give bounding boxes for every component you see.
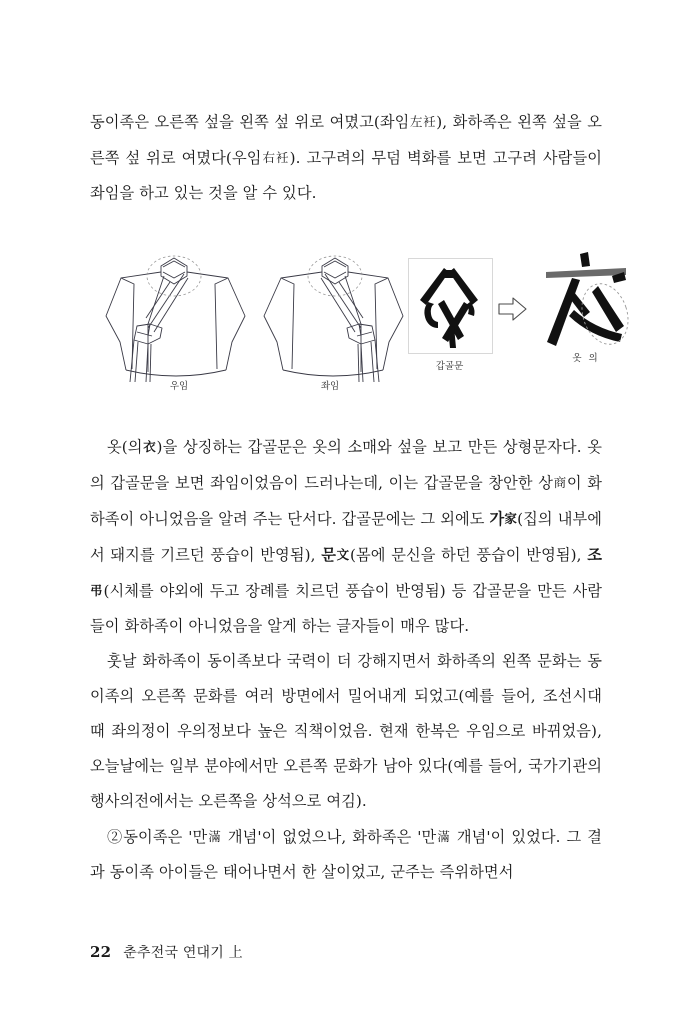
figure-caption-jwaim: 좌임 [320,381,340,392]
oracle-glyph-frame [408,258,493,354]
modern-character-yi [538,250,634,354]
page-number: 22 [90,943,112,961]
paragraph-2 [90,429,602,644]
figure-panel-oracle [408,258,491,372]
p2-bold-mun: 문 [321,546,336,564]
p2-text-e: (몸에 문신을 하던 풍습이 반영됨), [350,546,588,564]
p2-hanja-ui: 衣 [142,439,157,454]
p2-text-d: (집의 내부에서 돼지를 기르던 풍습이 반영됨), [90,510,603,564]
hanbok-uim-drawing [104,254,254,382]
figure-caption-oracle: 갑골문 [435,361,464,372]
p2-text-a: 옷(의 [107,438,143,456]
p1-text-c: ). 고구려의 무덤 벽화를 보면 고구려 사람들이 좌임을 하고 있는 것을 알 수 있다. [90,149,602,202]
right-arrow-icon [498,296,528,322]
p2-bold-ga-hanja: 家 [504,511,518,526]
p2-bold-jo: 조 [587,546,602,564]
p4-text-b: 개념'이 없었으나, 화하족은 '만 [221,828,437,846]
p4-text-a: ②동이족은 '만 [107,828,208,846]
p2-text-f: (시체를 야외에 두고 장례를 치르던 풍습이 반영됨) 등 갑골문을 만든 사람들이 화하족이 아니었음을 알게 하는 글자들이 매우 많다. [90,582,602,635]
p4-text-c: 개념'이 있었다. 그 결과 동이족 아이들은 태어나면서 한 살이었고, 군주는 즉위하면서 [90,828,602,881]
page-footer [90,942,243,962]
p2-bold-mun-hanja: 文 [335,547,350,562]
book-title: 춘추전국 연대기 上 [123,945,243,961]
paragraph-4 [90,819,602,890]
figure-arrow [498,296,528,322]
p2-bold-jo-hanja: 弔 [90,583,104,598]
figure-caption-modern: 옷 의 [572,353,600,364]
paragraph-1 [90,104,602,211]
p4-hanja-man-2: 滿 [436,829,451,844]
p2-text-c: 이 화하족이 아니었음을 알려 주는 단서다. 갑골문에는 그 외에도 [90,474,602,528]
p1-text-b: ), 화하족은 왼쪽 섶을 오른쪽 섶 위로 여몄다(우임 [90,113,603,167]
p2-bold-ga: 가 [489,510,505,528]
figure-panel-modern [538,250,634,364]
figure-hanbok-and-oracle [90,248,602,408]
hanbok-jwaim-drawing [255,254,405,382]
p1-hanja-uim: 右衽 [261,150,290,165]
figure-panel-jwaim [255,254,405,392]
p2-text-b: )을 상징하는 갑골문은 옷의 소매와 섶을 보고 만든 상형문자다. 옷의 갑골문을 보면 좌임이었음이 드러나는데, 이는 갑골문을 창안한 상 [90,438,602,492]
p1-text-a: 동이족은 오른쪽 섶을 왼쪽 섶 위로 여몄고(좌임 [90,113,410,131]
paragraph-3: 훗날 화하족이 동이족보다 국력이 더 강해지면서 화하족의 왼쪽 문화는 동이족의 오른쪽 문화를 여러 방면에서 밀어내게 되었고(예를 들어, 조선시대 때 좌의정이 우의정보다 높은 직책이었음. 현재 한복은 우임으로 바뀌었음), 오늘날에는 일부 분야에서만 오른쪽 문화가 남아 있다(예를 들어, 국가기관의 행사의전에서는 오른쪽을 상석으로 여김). [90,652,602,810]
page-body [90,104,602,890]
p2-hanja-sang: 商 [553,475,567,490]
figure-panel-uim [104,254,254,392]
p4-hanja-man-1: 滿 [207,829,222,844]
p1-hanja-jwaim: 左衽 [409,114,437,129]
figure-caption-uim: 우임 [169,381,189,392]
